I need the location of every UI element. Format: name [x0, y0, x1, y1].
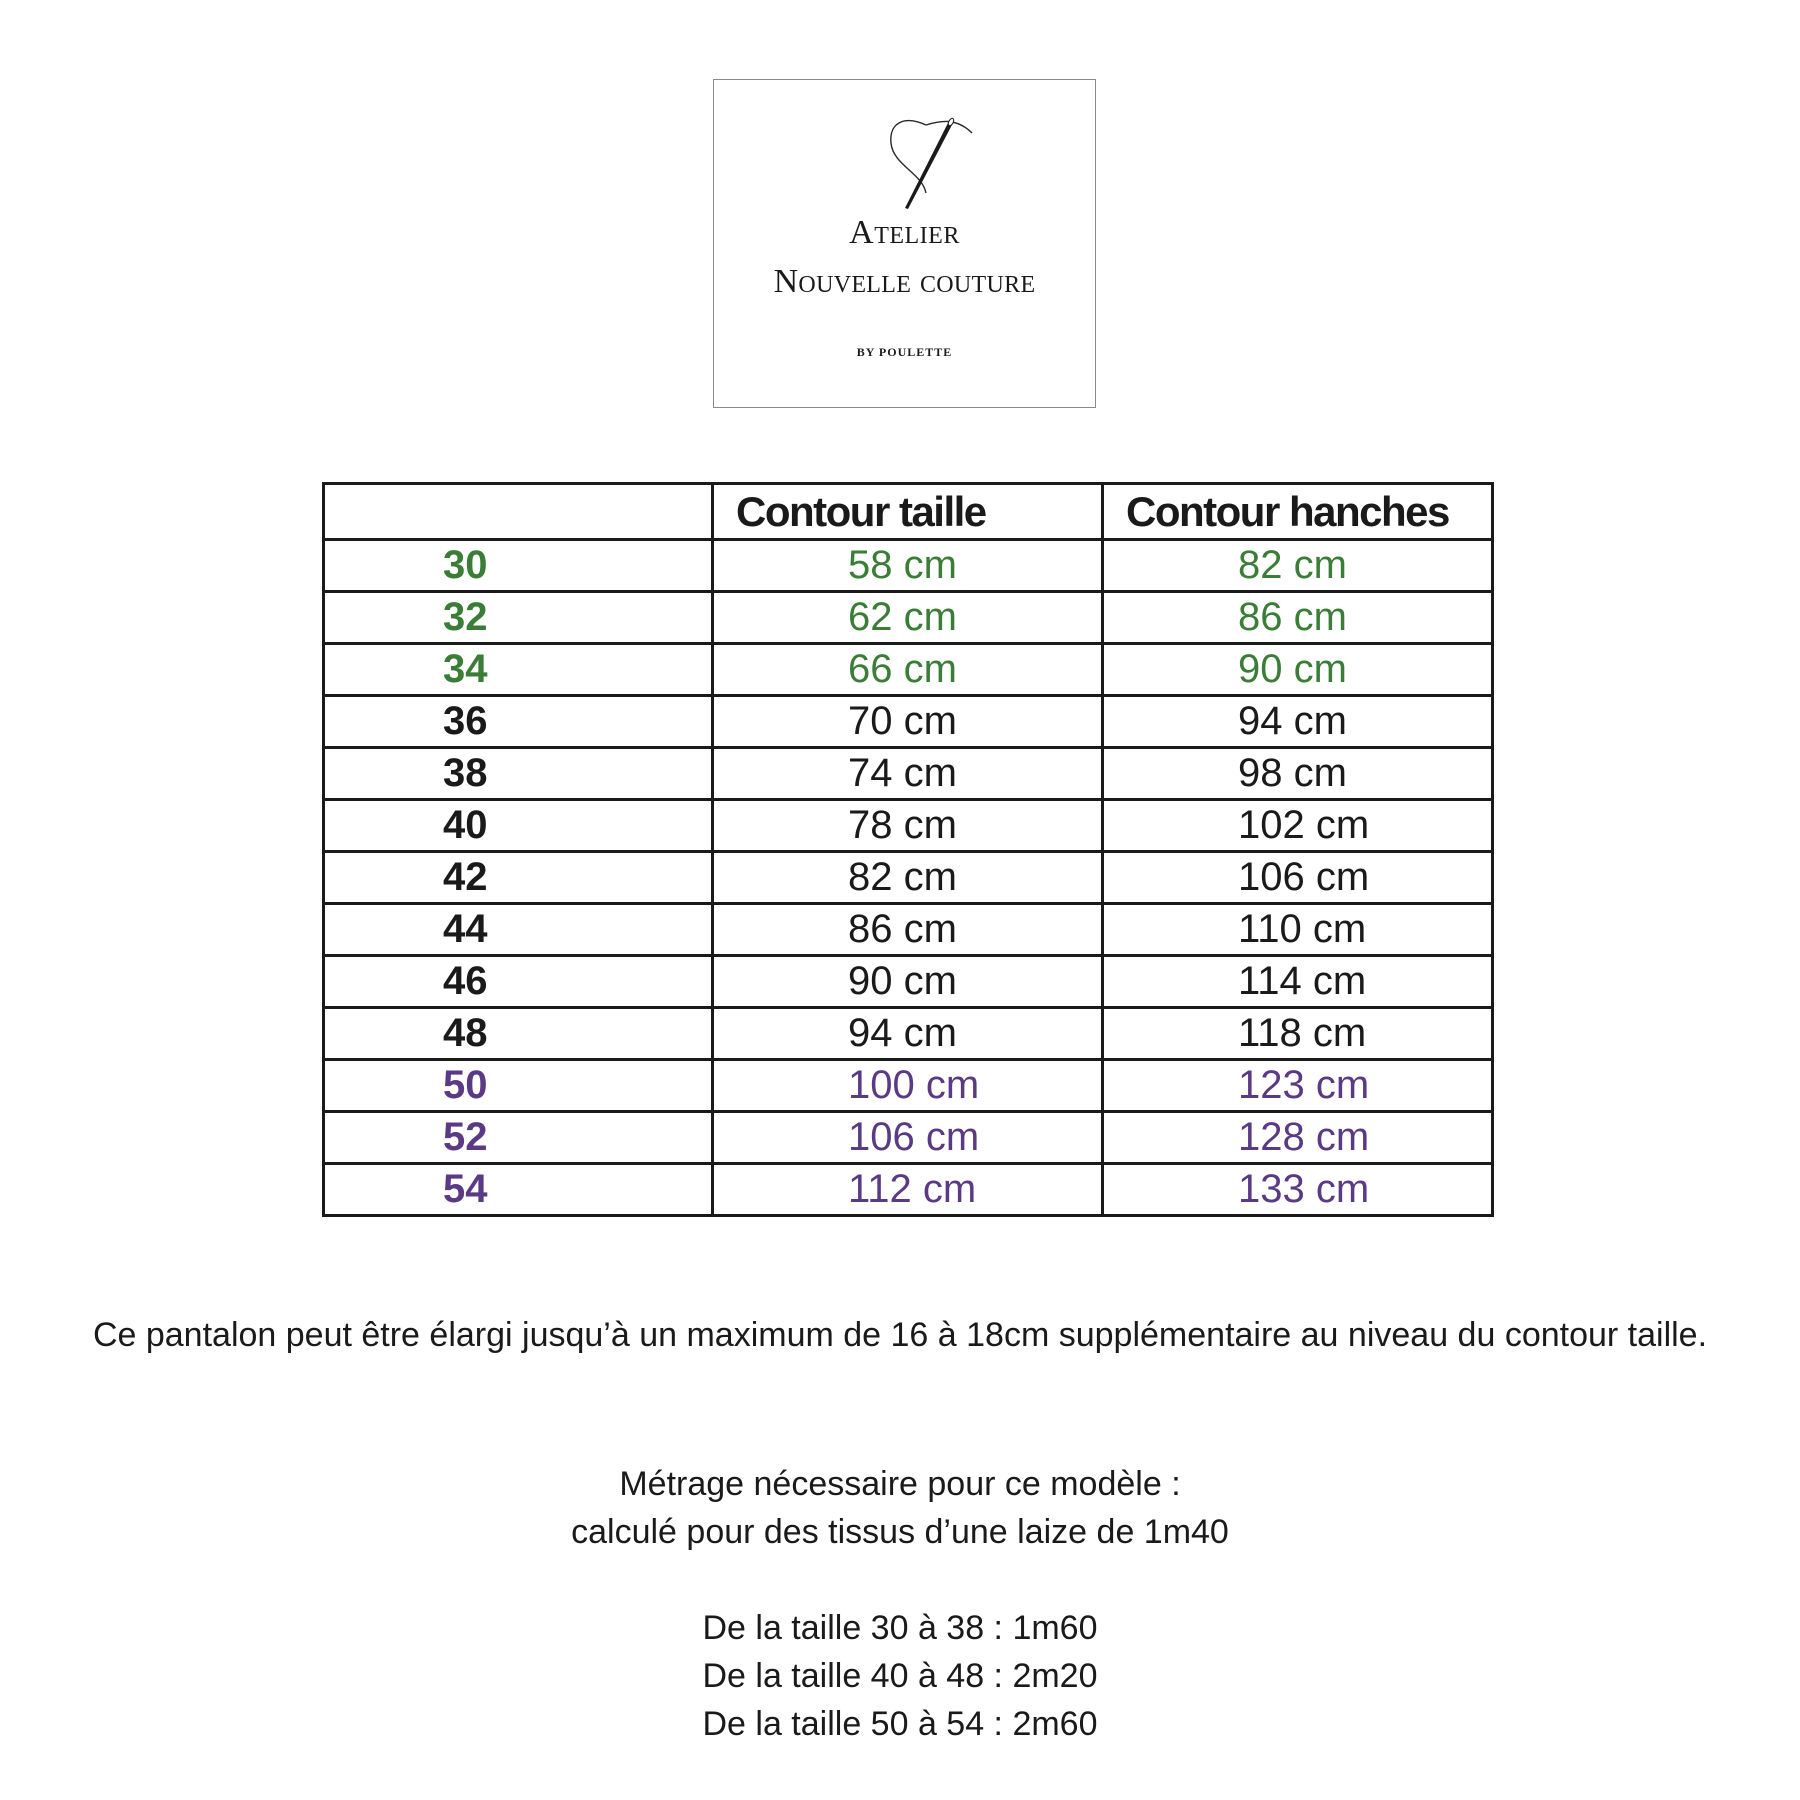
size-cell: 38 — [324, 748, 713, 800]
logo-box — [713, 79, 1096, 408]
waist-cell: 70 cm — [713, 696, 1103, 748]
hips-cell: 106 cm — [1103, 852, 1493, 904]
size-cell: 44 — [324, 904, 713, 956]
waist-cell: 106 cm — [713, 1112, 1103, 1164]
table-row — [324, 592, 1493, 644]
waist-cell: 94 cm — [713, 1008, 1103, 1060]
header-waist: Contour taille — [713, 484, 1103, 540]
size-cell: 32 — [324, 592, 713, 644]
size-cell: 52 — [324, 1112, 713, 1164]
waist-cell: 66 cm — [713, 644, 1103, 696]
hips-cell: 86 cm — [1103, 592, 1493, 644]
table-row — [324, 696, 1493, 748]
size-cell: 36 — [324, 696, 713, 748]
enlargement-note: Ce pantalon peut être élargi jusqu’à un maximum de 16 à 18cm supplémentaire au niveau du contour taille. — [92, 1316, 1708, 1354]
waist-cell: 78 cm — [713, 800, 1103, 852]
waist-cell: 86 cm — [713, 904, 1103, 956]
size-cell: 30 — [324, 540, 713, 592]
table-row — [324, 1008, 1493, 1060]
hips-cell: 123 cm — [1103, 1060, 1493, 1112]
hips-cell: 114 cm — [1103, 956, 1493, 1008]
fabric-line: De la taille 50 à 54 : 2m60 — [702, 1705, 1098, 1743]
size-cell: 40 — [324, 800, 713, 852]
table-row — [324, 748, 1493, 800]
header-empty-cell — [324, 484, 713, 540]
table-row — [324, 956, 1493, 1008]
waist-cell: 112 cm — [713, 1164, 1103, 1216]
table-header-row — [324, 484, 1493, 540]
hips-cell: 110 cm — [1103, 904, 1493, 956]
hips-cell: 133 cm — [1103, 1164, 1493, 1216]
table-row — [324, 540, 1493, 592]
hips-cell: 90 cm — [1103, 644, 1493, 696]
header-hips: Contour hanches — [1103, 484, 1493, 540]
fabric-title: Métrage nécessaire pour ce modèle : — [619, 1465, 1181, 1503]
hips-cell: 94 cm — [1103, 696, 1493, 748]
logo-title-line2: Nouvelle couture — [773, 263, 1036, 300]
waist-cell: 90 cm — [713, 956, 1103, 1008]
size-cell: 50 — [324, 1060, 713, 1112]
hips-cell: 128 cm — [1103, 1112, 1493, 1164]
hips-cell: 98 cm — [1103, 748, 1493, 800]
waist-cell: 58 cm — [713, 540, 1103, 592]
table-row — [324, 644, 1493, 696]
fabric-requirements — [0, 1460, 1800, 1748]
size-cell: 46 — [324, 956, 713, 1008]
hips-cell: 118 cm — [1103, 1008, 1493, 1060]
fabric-line: De la taille 40 à 48 : 2m20 — [702, 1657, 1098, 1695]
table-row — [324, 1060, 1493, 1112]
fabric-line: De la taille 30 à 38 : 1m60 — [702, 1609, 1098, 1647]
table-row — [324, 852, 1493, 904]
fabric-subtitle: calculé pour des tissus d’une laize de 1m40 — [571, 1513, 1229, 1551]
waist-cell: 74 cm — [713, 748, 1103, 800]
table-row — [324, 1112, 1493, 1164]
table-row — [324, 800, 1493, 852]
waist-cell: 62 cm — [713, 592, 1103, 644]
table-row — [324, 904, 1493, 956]
needle-and-thread-icon — [864, 113, 974, 213]
waist-cell: 100 cm — [713, 1060, 1103, 1112]
logo-subtitle: BY POULETTE — [856, 345, 953, 359]
size-cell: 34 — [324, 644, 713, 696]
table-row — [324, 1164, 1493, 1216]
size-cell: 48 — [324, 1008, 713, 1060]
spacer — [0, 1556, 1800, 1604]
logo-title-line1: Atelier — [849, 214, 960, 251]
size-cell: 54 — [324, 1164, 713, 1216]
size-table — [322, 482, 1494, 1217]
hips-cell: 102 cm — [1103, 800, 1493, 852]
hips-cell: 82 cm — [1103, 540, 1493, 592]
waist-cell: 82 cm — [713, 852, 1103, 904]
size-cell: 42 — [324, 852, 713, 904]
